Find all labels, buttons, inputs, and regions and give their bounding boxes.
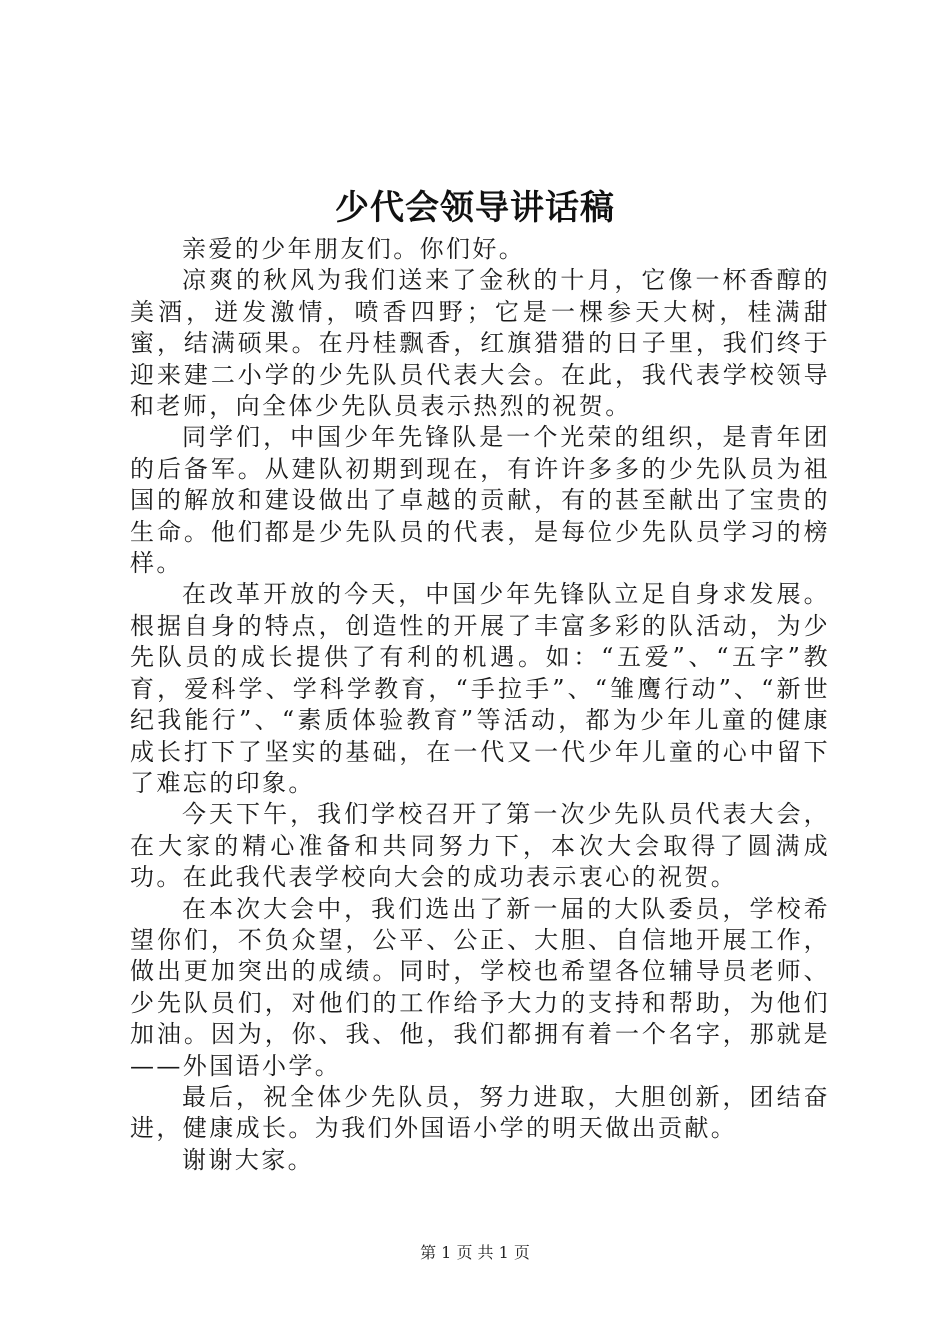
paragraph-thanks: 谢谢大家。	[182, 1145, 314, 1174]
paragraph-autumn: 凉爽的秋风为我们送来了金秋的十月，它像一杯香醇的美酒，迸发激情，喷香四野；它是一棵参天大树，桂满甜蜜，结满硕果。在丹桂飘香，红旗猎猎的日子里，我们终于迎来建二小学的少先队员代表大会。在此，我代表学校领导和老师，向全体少先队员表示热烈的祝贺。	[130, 266, 830, 421]
paragraph-reform: 在改革开放的今天，中国少年先锋队立足自身求发展。根据自身的特点，创造性的开展了丰富多彩的队活动，为少先队员的成长提供了有利的机遇。如：“五爱”、“五字”教育，爱科学、学科学教育，“手拉手”、“雏鹰行动”、“新世纪我能行”、“素质体验教育”等活动，都为少年儿童的健康成长打下了坚实的基础，在一代又一代少年儿童的心中留下了难忘的印象。	[130, 580, 830, 797]
paragraph-history: 同学们，中国少年先锋队是一个光荣的组织，是青年团的后备军。从建队初期到现在，有许许多多的少先队员为祖国的解放和建设做出了卓越的贡献，有的甚至献出了宝贵的生命。他们都是少先队员的代表，是每位少先队员学习的榜样。	[130, 423, 830, 578]
document-body	[130, 234, 830, 1176]
document-title: 少代会领导讲话稿	[335, 188, 615, 228]
paragraph-greeting: 亲爱的少年朋友们。你们好。	[182, 235, 526, 263]
paragraph-congress: 今天下午，我们学校召开了第一次少先队员代表大会，在大家的精心准备和共同努力下，本次大会取得了圆满成功。在此我代表学校向大会的成功表示衷心的祝贺。	[130, 800, 830, 892]
page-number-footer: 第 1 页 共 1 页	[420, 1243, 530, 1262]
paragraph-committee: 在本次大会中，我们选出了新一届的大队委员，学校希望你们，不负众望，公平、公正、大胆、自信地开展工作，做出更加突出的成绩。同时，学校也希望各位辅导员老师、少先队员们，对他们的工作给予大力的支持和帮助，为他们加油。因为，你、我、他，我们都拥有着一个名字，那就是——外国语小学。	[130, 894, 830, 1080]
paragraph-closing: 最后，祝全体少先队员，努力进取，大胆创新，团结奋进，健康成长。为我们外国语小学的明天做出贡献。	[130, 1082, 830, 1143]
